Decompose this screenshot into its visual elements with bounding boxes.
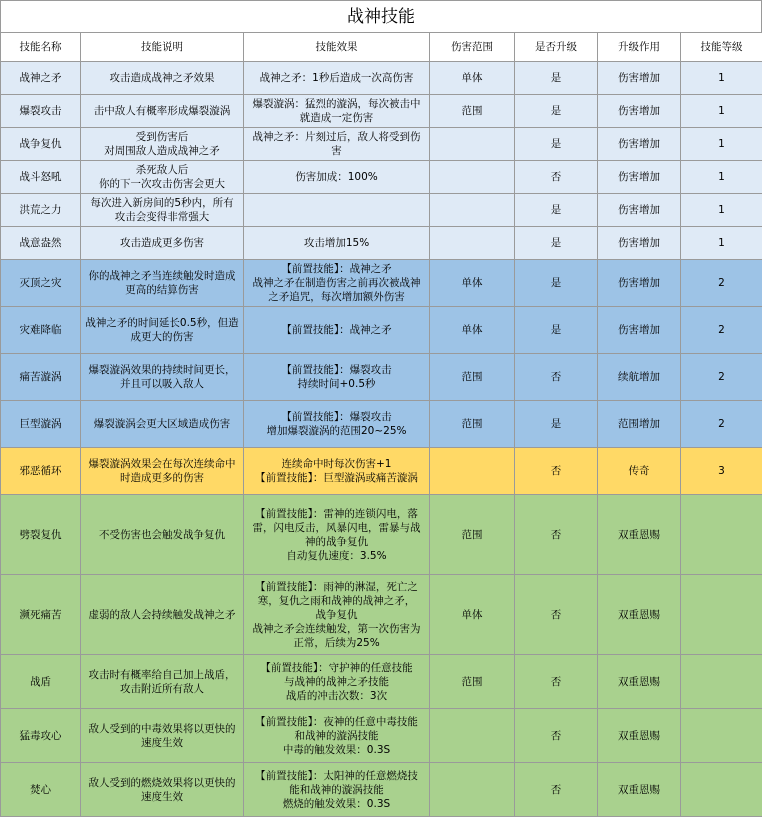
- cell-skill-desc: 爆裂漩涡效果会在每次连续命中 时造成更多的伤害: [81, 448, 244, 495]
- cell-skill-effect: 连续命中时每次伤害+1 【前置技能】：巨型漩涡或痛苦漩涡: [244, 448, 430, 495]
- cell-upgradable: 是: [515, 307, 598, 354]
- table-row: [1, 128, 762, 161]
- cell-skill-effect: 战神之矛：片刻过后，敌人将受到伤 害: [244, 128, 430, 161]
- table-row: [1, 763, 762, 817]
- cell-skill-desc: 虚弱的敌人会持续触发战神之矛: [81, 575, 244, 655]
- cell-skill-effect: 【前置技能】：战神之矛: [244, 307, 430, 354]
- header-skill-level: 技能等级: [681, 33, 762, 62]
- table-row: [1, 495, 762, 575]
- cell-skill-desc: 敌人受到的中毒效果将以更快的 速度生效: [81, 709, 244, 763]
- cell-damage-range: [430, 194, 515, 227]
- cell-skill-level: [681, 655, 762, 709]
- header-skill-name: 技能名称: [1, 33, 81, 62]
- cell-upgrade-effect: 伤害增加: [598, 260, 681, 307]
- cell-upgrade-effect: 伤害增加: [598, 62, 681, 95]
- cell-skill-desc: 战神之矛的时间延长0.5秒，但造 成更大的伤害: [81, 307, 244, 354]
- cell-upgrade-effect: 双重恩赐: [598, 495, 681, 575]
- cell-skill-effect: 爆裂漩涡：猛烈的漩涡，每次被击中 就造成一定伤害: [244, 95, 430, 128]
- cell-skill-name: 战争复仇: [1, 128, 81, 161]
- cell-damage-range: [430, 709, 515, 763]
- cell-upgrade-effect: 双重恩赐: [598, 575, 681, 655]
- cell-skill-desc: 受到伤害后 对周围敌人造成战神之矛: [81, 128, 244, 161]
- cell-upgrade-effect: 双重恩赐: [598, 655, 681, 709]
- cell-skill-level: 2: [681, 401, 762, 448]
- cell-skill-name: 濒死痛苦: [1, 575, 81, 655]
- cell-skill-effect: 【前置技能】：守护神的任意技能 与战神的战神之矛技能 战盾的冲击次数：3次: [244, 655, 430, 709]
- cell-skill-level: [681, 709, 762, 763]
- table-row: [1, 161, 762, 194]
- cell-damage-range: 范围: [430, 401, 515, 448]
- table-row: [1, 194, 762, 227]
- cell-upgrade-effect: 伤害增加: [598, 161, 681, 194]
- cell-skill-effect: 【前置技能】：爆裂攻击 增加爆裂漩涡的范围20~25%: [244, 401, 430, 448]
- cell-damage-range: 单体: [430, 307, 515, 354]
- cell-upgradable: 是: [515, 401, 598, 448]
- cell-skill-level: 3: [681, 448, 762, 495]
- cell-skill-level: 1: [681, 227, 762, 260]
- cell-skill-level: 1: [681, 194, 762, 227]
- cell-skill-desc: 不受伤害也会触发战争复仇: [81, 495, 244, 575]
- cell-damage-range: [430, 448, 515, 495]
- cell-skill-level: [681, 575, 762, 655]
- table-row: [1, 709, 762, 763]
- cell-upgradable: 否: [515, 448, 598, 495]
- cell-skill-level: 2: [681, 354, 762, 401]
- cell-skill-level: 2: [681, 307, 762, 354]
- cell-upgradable: 否: [515, 354, 598, 401]
- cell-upgrade-effect: 续航增加: [598, 354, 681, 401]
- cell-skill-desc: 攻击时有概率给自己加上战盾， 攻击附近所有敌人: [81, 655, 244, 709]
- cell-skill-name: 战意盎然: [1, 227, 81, 260]
- table-row: [1, 655, 762, 709]
- cell-skill-effect: 战神之矛：1秒后造成一次高伤害: [244, 62, 430, 95]
- cell-skill-effect: 伤害加成：100%: [244, 161, 430, 194]
- cell-skill-name: 灭顶之灾: [1, 260, 81, 307]
- cell-upgradable: 否: [515, 575, 598, 655]
- cell-skill-level: 1: [681, 161, 762, 194]
- cell-upgradable: 否: [515, 709, 598, 763]
- cell-skill-effect: [244, 194, 430, 227]
- cell-damage-range: [430, 128, 515, 161]
- cell-upgradable: 是: [515, 95, 598, 128]
- cell-upgrade-effect: 伤害增加: [598, 227, 681, 260]
- cell-damage-range: 单体: [430, 260, 515, 307]
- cell-skill-effect: 【前置技能】：夜神的任意中毒技能 和战神的漩涡技能 中毒的触发效果：0.3S: [244, 709, 430, 763]
- cell-upgradable: 是: [515, 128, 598, 161]
- cell-upgrade-effect: 双重恩赐: [598, 763, 681, 817]
- cell-skill-desc: 击中敌人有概率形成爆裂漩涡: [81, 95, 244, 128]
- sheet-title: 战神技能: [0, 0, 762, 32]
- table-row: [1, 401, 762, 448]
- skill-table: [0, 32, 762, 817]
- cell-upgradable: 是: [515, 227, 598, 260]
- cell-skill-desc: 攻击造成更多伤害: [81, 227, 244, 260]
- table-row: [1, 307, 762, 354]
- cell-skill-desc: 敌人受到的燃烧效果将以更快的 速度生效: [81, 763, 244, 817]
- cell-upgradable: 否: [515, 495, 598, 575]
- cell-upgradable: 否: [515, 763, 598, 817]
- cell-upgrade-effect: 伤害增加: [598, 95, 681, 128]
- table-row: [1, 260, 762, 307]
- cell-upgrade-effect: 传奇: [598, 448, 681, 495]
- cell-upgradable: 否: [515, 161, 598, 194]
- cell-skill-name: 巨型漩涡: [1, 401, 81, 448]
- table-row: [1, 227, 762, 260]
- cell-skill-effect: 【前置技能】：雨神的淋湿，死亡之 寒，复仇之雨和战神的战神之矛， 战争复仇 战神之矛会连续触发，第一次伤害为 正常，后续为25%: [244, 575, 430, 655]
- cell-skill-effect: 【前置技能】：爆裂攻击 持续时间+0.5秒: [244, 354, 430, 401]
- cell-skill-name: 战盾: [1, 655, 81, 709]
- cell-damage-range: 单体: [430, 575, 515, 655]
- cell-upgrade-effect: 伤害增加: [598, 128, 681, 161]
- header-skill-desc: 技能说明: [81, 33, 244, 62]
- cell-damage-range: [430, 227, 515, 260]
- cell-upgrade-effect: 双重恩赐: [598, 709, 681, 763]
- cell-skill-level: 1: [681, 128, 762, 161]
- cell-skill-name: 爆裂攻击: [1, 95, 81, 128]
- cell-skill-desc: 杀死敌人后 你的下一次攻击伤害会更大: [81, 161, 244, 194]
- cell-damage-range: 范围: [430, 95, 515, 128]
- cell-skill-desc: 爆裂漩涡效果的持续时间更长， 并且可以吸入敌人: [81, 354, 244, 401]
- table-row: [1, 354, 762, 401]
- cell-damage-range: [430, 161, 515, 194]
- cell-damage-range: 范围: [430, 495, 515, 575]
- cell-skill-desc: 爆裂漩涡会更大区域造成伤害: [81, 401, 244, 448]
- cell-damage-range: 范围: [430, 655, 515, 709]
- cell-damage-range: [430, 763, 515, 817]
- cell-skill-level: [681, 495, 762, 575]
- cell-skill-desc: 攻击造成战神之矛效果: [81, 62, 244, 95]
- cell-damage-range: 单体: [430, 62, 515, 95]
- cell-skill-name: 战神之矛: [1, 62, 81, 95]
- cell-skill-name: 痛苦漩涡: [1, 354, 81, 401]
- cell-skill-level: [681, 763, 762, 817]
- cell-skill-name: 战斗怒吼: [1, 161, 81, 194]
- table-row: [1, 575, 762, 655]
- cell-upgrade-effect: 伤害增加: [598, 307, 681, 354]
- cell-skill-desc: 每次进入新房间的5秒内，所有 攻击会变得非常强大: [81, 194, 244, 227]
- cell-skill-name: 焚心: [1, 763, 81, 817]
- cell-skill-name: 洪荒之力: [1, 194, 81, 227]
- cell-upgradable: 是: [515, 62, 598, 95]
- cell-upgrade-effect: 范围增加: [598, 401, 681, 448]
- cell-skill-name: 劈裂复仇: [1, 495, 81, 575]
- cell-skill-name: 灾难降临: [1, 307, 81, 354]
- cell-skill-name: 邪恶循环: [1, 448, 81, 495]
- header-row: [1, 33, 762, 62]
- header-upgradable: 是否升级: [515, 33, 598, 62]
- cell-skill-effect: 【前置技能】：战神之矛 战神之矛在制造伤害之前再次被战神 之矛追咒，每次增加额外伤害: [244, 260, 430, 307]
- cell-skill-effect: 【前置技能】：太阳神的任意燃烧技 能和战神的漩涡技能 燃烧的触发效果：0.3S: [244, 763, 430, 817]
- cell-upgradable: 是: [515, 260, 598, 307]
- cell-skill-level: 2: [681, 260, 762, 307]
- cell-skill-level: 1: [681, 95, 762, 128]
- cell-skill-desc: 你的战神之矛当连续触发时造成 更高的结算伤害: [81, 260, 244, 307]
- cell-upgradable: 是: [515, 194, 598, 227]
- cell-upgrade-effect: 伤害增加: [598, 194, 681, 227]
- cell-skill-level: 1: [681, 62, 762, 95]
- cell-skill-effect: 【前置技能】：雷神的连锁闪电，落 雷，闪电反击，风暴闪电，雷暴与战 神的战争复仇 自动复仇速度：3.5%: [244, 495, 430, 575]
- header-damage-range: 伤害范围: [430, 33, 515, 62]
- table-row: [1, 448, 762, 495]
- table-row: [1, 95, 762, 128]
- cell-upgradable: 否: [515, 655, 598, 709]
- table-row: [1, 62, 762, 95]
- cell-damage-range: 范围: [430, 354, 515, 401]
- header-upgrade-effect: 升级作用: [598, 33, 681, 62]
- header-skill-effect: 技能效果: [244, 33, 430, 62]
- cell-skill-name: 猛毒攻心: [1, 709, 81, 763]
- cell-skill-effect: 攻击增加15%: [244, 227, 430, 260]
